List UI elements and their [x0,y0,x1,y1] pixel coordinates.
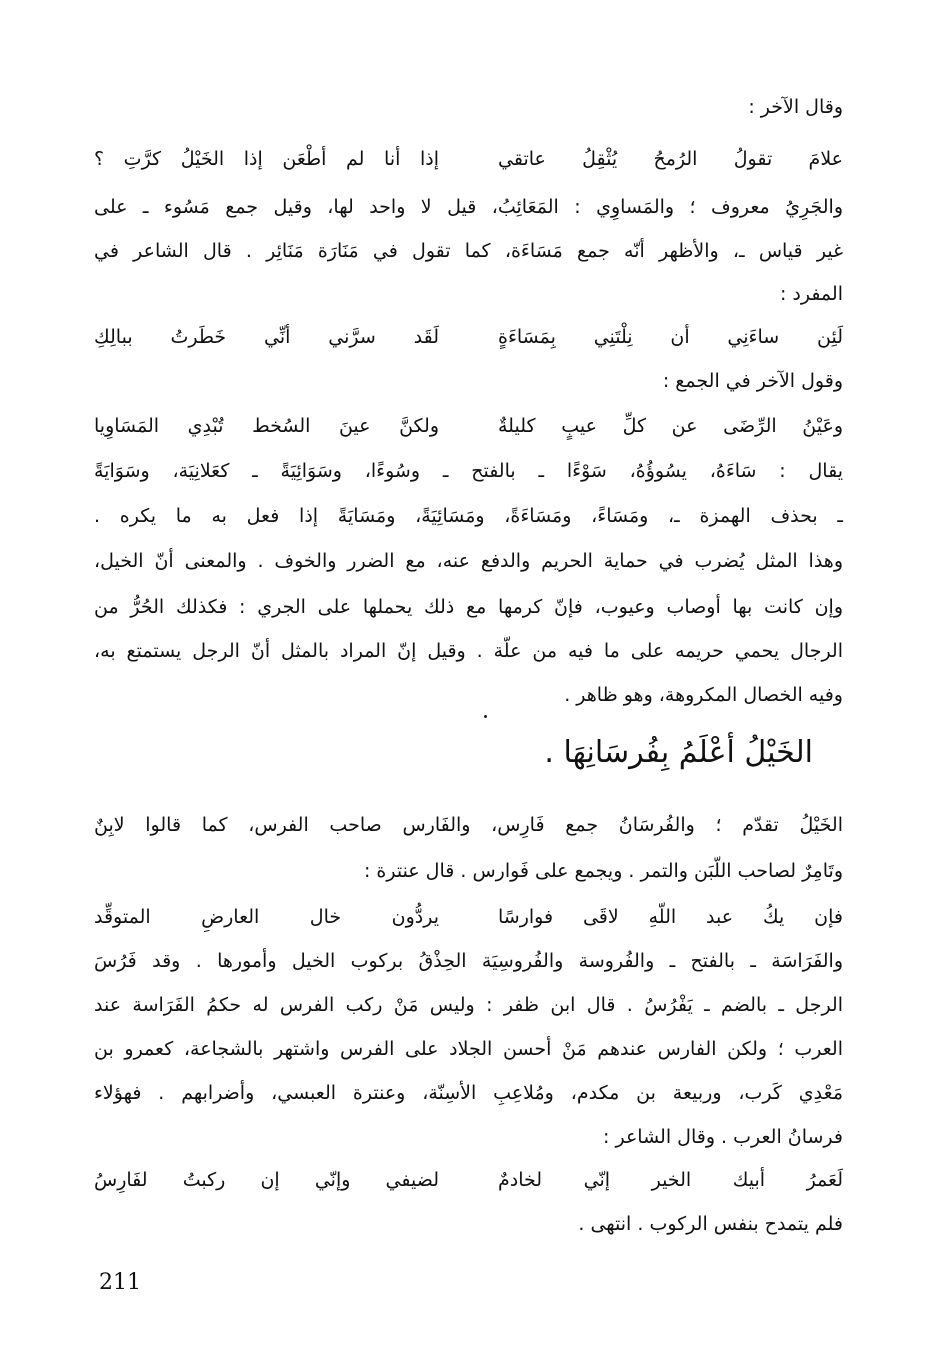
text-line: مَعْدِي كَرب، وربيعة بن مكدم، ومُلاعِبِ الأسِنّة، وعنترة العبسي، وأضرابهم . فهؤلاء [94,1082,843,1104]
text-line: وتَامِرٌ لصاحب اللّبَن والتمر . ويجمع على فَوارس . قال عنترة : [363,860,843,882]
text-line: فرسانُ العرب . وقال الشاعر : [603,1126,843,1148]
text-line: ـ بحذف الهمزة ـ، ومَسَاءً، ومَسَاءَةً، ومَسَائِيَةً، ومَسَايَةً إذا فعل به ما يكره . [94,505,843,527]
verse-first-hemistich: علامَ تقولُ الرُمحُ يُثْقِلُ عاتقي [498,148,843,170]
text-line: الخَيْلُ تقدّم ؛ والفُرسَانُ جمع فَارِس، والفَارس صاحب الفرس، كما قالوا لابِنٌ [94,814,843,836]
text-line: والجَرِيُ معروف ؛ والمَساوِي : المَعَائِبُ، قيل لا واحد لها، وقيل جمع مَسُوء ـ على [94,196,843,218]
page-number: 211 [99,1270,141,1295]
verse-second-hemistich: ولكنَّ عينَ السُخط تُبْدِي المَسَاوِيا [94,415,439,437]
verse-second-hemistich: يردُّون خال العارضِ المتوقِّد [94,906,439,928]
text-line: المفرد : [779,283,843,305]
text-line: فلم يتمدح بنفس الركوب . انتهى . [578,1213,843,1235]
verse [94,144,843,174]
text-line: وقول الآخر في الجمع : [662,370,843,392]
verse [94,1165,843,1195]
text-line: الرجال يحمي حريمه على ما فيه من علّة . وقيل إنّ المراد بالمثل أنّ الرجل يستمتع به، [94,640,843,662]
section-heading: الخَيْلُ أعْلَمُ بِفُرسَانِهَا . [544,735,813,770]
verse-second-hemistich: لضيفي وإنّي إن ركبتُ لفَارِسُ [94,1169,439,1191]
verse [94,411,843,441]
text-line: وهذا المثل يُضرب في حماية الحريم والدفع عنه، مع الضرر والخوف . والمعنى أنّ الخيل، [94,550,843,572]
text-line: وفيه الخصال المكروهة، وهو ظاهر . [564,684,843,706]
verse [94,902,843,932]
verse-first-hemistich: لَئِن ساءَنِي أن نِلْتَنِي بِمَسَاءَةٍ [498,326,843,348]
text-line: يقال : سَاءَهُ، يسُوؤُهُ، سَوْءًا ـ بالفتح ـ وسُوءًا، وسَوَائِيَةً ـ كعَلانِيَة، وسَوَايَةً [94,460,843,482]
verse-second-hemistich: لَقَد سرَّني أنِّي خَطَرتُ ببالِكِ [94,326,439,348]
verse-first-hemistich: لَعَمرُ أبيك الخير إنّي لخادمٌ [498,1169,843,1191]
text-line: وقال الآخر : [748,96,843,118]
text-line: وإن كانت بها أوصاب وعيوب، فإنّ كرمها مع ذلك يحملها على الجري : فكذلك الحُرُّ من [94,596,843,618]
text-line: الرجل ـ بالضم ـ يَفْرُسُ . قال ابن ظفر : وليس مَنْ ركب الفرس له حكمُ الفَرَاسة عند [94,994,843,1016]
verse-first-hemistich: وعَيْنُ الرِّضَى عن كلِّ عيبٍ كليلةٌ [498,415,843,437]
text-line: غير قياس ـ، والأظهر أنّه جمع مَسَاءَة، كما تقول في مَنَارَة مَنَائِر . قال الشاعر في [94,240,843,262]
verse-first-hemistich: فإن يكُ عبد اللّهِ لاقَى فوارسًا [498,906,843,928]
verse [94,322,843,352]
decorative-dot [484,715,487,718]
verse-second-hemistich: إذا أنا لم أطْعَن إذا الخَيْلُ كرَّتِ ؟ [94,148,439,170]
text-line: والفَرَاسَة ـ بالفتح ـ والفُروسة والفُروسِيَة الحِذْقُ بركوب الخيل وأمورها . وقد فَرُسَ [94,950,843,972]
text-line: العرب ؛ ولكن الفارس عندهم مَنْ أحسن الجلاد على الفرس واشتهر بالشجاعة، كعمرو بن [94,1038,843,1060]
